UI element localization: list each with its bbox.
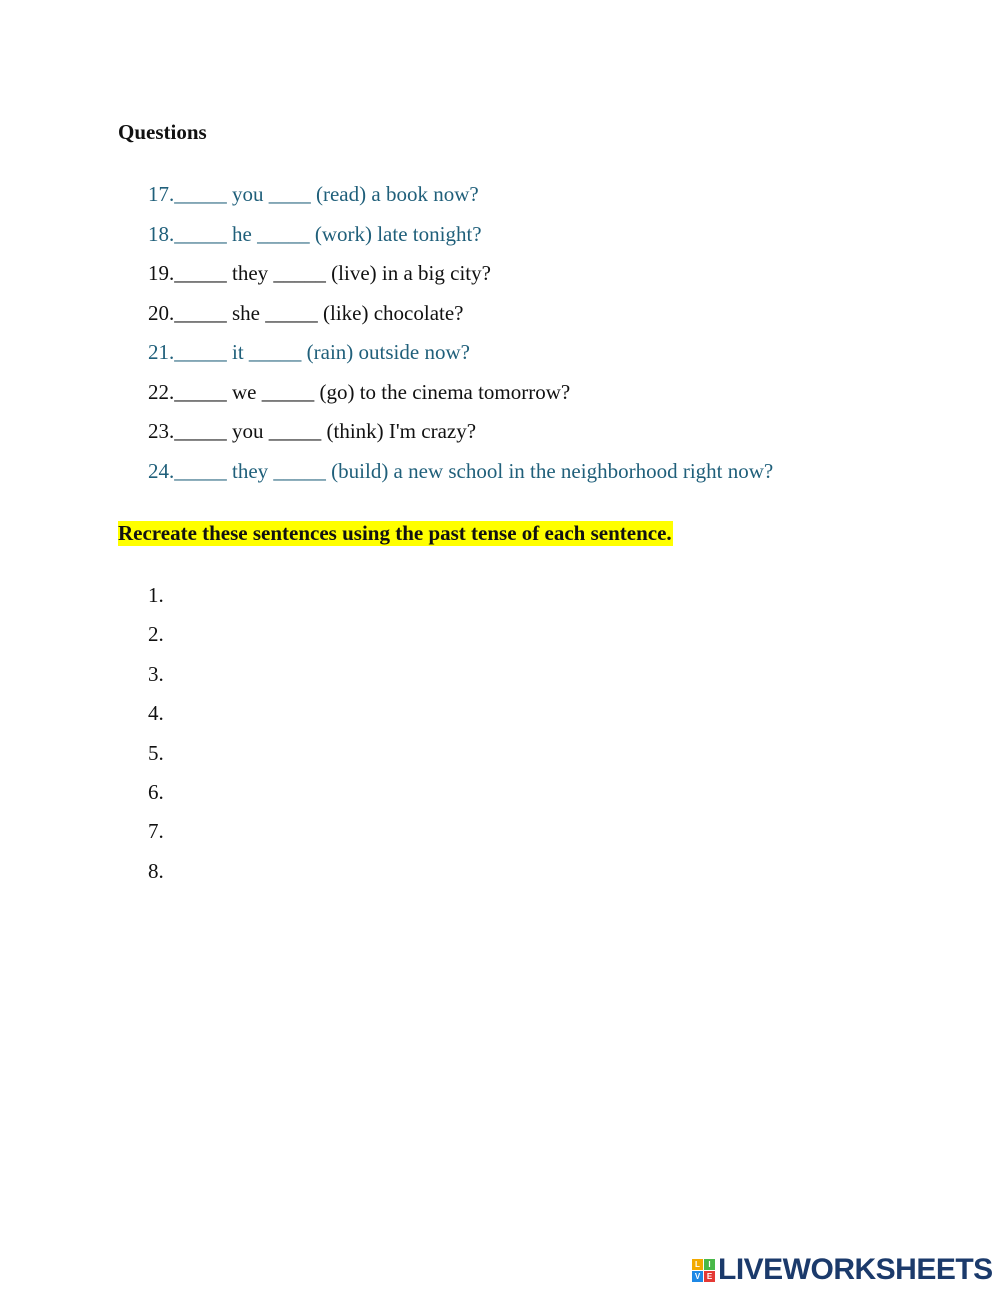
logo-letter-i: I	[704, 1259, 715, 1270]
answer-number: 3.	[148, 661, 164, 686]
question-item: 19._____ they _____ (live) in a big city?	[148, 261, 491, 285]
question-item: 24._____ they _____ (build) a new school in the neighborhood right now?	[148, 458, 774, 483]
question-item: 18._____ he _____ (work) late tonight?	[148, 221, 482, 246]
answer-number: 5.	[148, 740, 164, 765]
liveworksheets-logo-icon	[692, 1259, 715, 1282]
answer-number: 2.	[148, 622, 164, 647]
question-item: 20._____ she _____ (like) chocolate?	[148, 300, 464, 325]
brand-name: LIVEWORKSHEETS	[718, 1253, 993, 1286]
question-item: 21._____ it _____ (rain) outside now?	[148, 340, 470, 364]
logo-letter-v: V	[692, 1271, 703, 1282]
answer-number: 4.	[148, 701, 164, 726]
liveworksheets-brand	[692, 1254, 993, 1286]
answer-number: 7.	[148, 819, 164, 844]
answer-list	[148, 581, 164, 896]
question-item: 17._____ you ____ (read) a book now?	[148, 182, 479, 206]
logo-letter-l: L	[692, 1259, 703, 1270]
instruction-highlight: Recreate these sentences using the past tense of each sentence.	[118, 521, 672, 545]
page-heading: Questions	[118, 120, 207, 144]
answer-number: 6.	[148, 779, 164, 804]
answer-number: 8.	[148, 858, 164, 883]
question-item: 23._____ you _____ (think) I'm crazy?	[148, 419, 477, 443]
instruction-text	[118, 519, 673, 547]
questions-list	[148, 180, 773, 496]
answer-number: 1.	[148, 583, 164, 607]
question-item: 22._____ we _____ (go) to the cinema tomorrow?	[148, 379, 571, 404]
logo-letter-e: E	[704, 1271, 715, 1282]
